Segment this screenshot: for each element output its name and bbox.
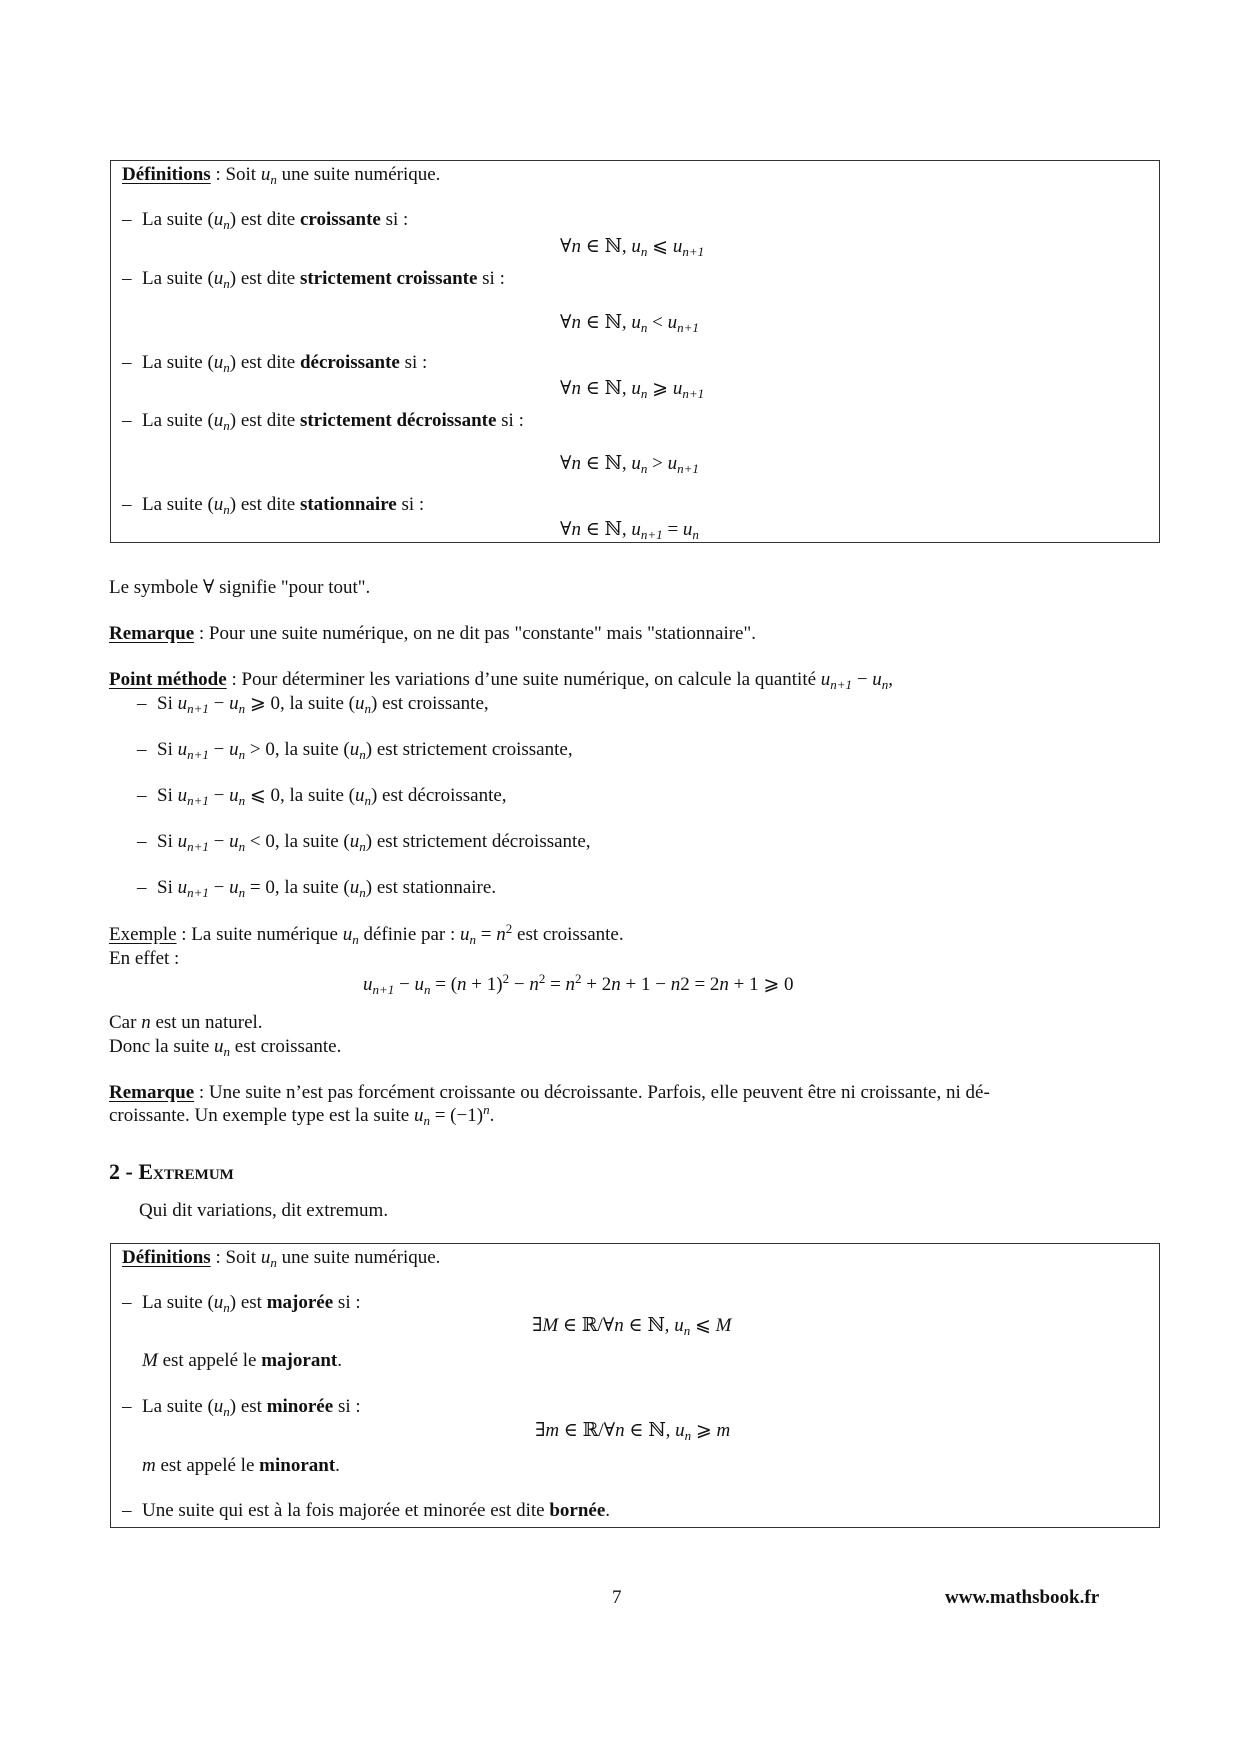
methode-item-5: – Si $u_{n+1} - u_n = 0$, la suite $(u_n)$ est stationnaire. [137, 877, 497, 900]
def1-item-strict-decroissante: – La suite $(u_n)$ est dite strictement décroissante si : [122, 410, 524, 433]
methode-item-2: – Si $u_{n+1} - u_n > 0$, la suite $(u_n)$ est strictement croissante, [137, 739, 573, 762]
methode-item-4: – Si $u_{n+1} - u_n < 0$, la suite $(u_n)$ est strictement décroissante, [137, 831, 591, 854]
formula-strict-decroissante: ∀n ∈ ℕ, $u_n > u_{n+1}$ [560, 453, 699, 476]
exemple-formula: $u_{n+1} - u_n = (n + 1)^2 - n^2 = n^2 + 2n + 1 - n2 = 2n + 1$ ⩾ 0 [363, 971, 794, 997]
formula-minoree: ∃m ∈ ℝ/∀n ∈ ℕ, $u_n$ ⩾ m [535, 1420, 731, 1443]
minorant-text: m est appelé le minorant. [142, 1455, 340, 1476]
def1-title: Définitions [122, 164, 211, 185]
def1-item-croissante: – La suite $(u_n)$ est dite croissante si : [122, 209, 409, 232]
section-heading: 2 - Extremum [109, 1159, 234, 1184]
donc-text: Donc la suite $u_n$ est croissante. [109, 1036, 342, 1059]
def2-item-minoree: – La suite $(u_n)$ est minorée si : [122, 1396, 361, 1419]
formula-stationnaire: ∀n ∈ ℕ, $u_{n+1} = u_n$ [560, 519, 699, 542]
section-intro: Qui dit variations, dit extremum. [139, 1200, 389, 1221]
methode-item-1: – Si $u_{n+1} - u_n$ ⩾ 0, la suite $(u_n)$ est croissante, [137, 693, 489, 716]
formula-croissante: ∀n ∈ ℕ, $u_n$ ⩽ $u_{n+1}$ [560, 236, 705, 259]
def2-item-bornee: – Une suite qui est à la fois majorée et minorée est dite bornée. [122, 1500, 610, 1521]
def1-intro: Définitions : Soit $u_n$ une suite numérique. [122, 164, 441, 187]
def2-intro: Définitions : Soit $u_n$ une suite numérique. [122, 1247, 441, 1270]
def1-item-strict-croissante: – La suite $(u_n)$ est dite strictement croissante si : [122, 268, 505, 291]
def1-item-decroissante: – La suite $(u_n)$ est dite décroissante si : [122, 352, 428, 375]
car-text: Car n est un naturel. [109, 1012, 263, 1033]
remarque-1-label: Remarque [109, 623, 195, 644]
symbole-text: Le symbole ∀ signifie "pour tout". [109, 577, 371, 598]
page-number: 7 [612, 1587, 622, 1608]
def2-title: Définitions [122, 1247, 211, 1268]
remarque-2-line2: croissante. Un exemple type est la suite $u_n = (-1)^n$. [109, 1102, 495, 1128]
definitions-box-extremum [110, 1243, 1160, 1528]
methode-item-3: – Si $u_{n+1} - u_n$ ⩽ 0, la suite $(u_n)$ est décroissante, [137, 785, 507, 808]
remarque-2-label: Remarque [109, 1082, 195, 1103]
def2-item-majoree: – La suite $(u_n)$ est majorée si : [122, 1292, 361, 1315]
def1-item-stationnaire: – La suite $(u_n)$ est dite stationnaire si : [122, 494, 425, 517]
point-methode-label: Point méthode [109, 669, 227, 690]
formula-decroissante: ∀n ∈ ℕ, $u_n$ ⩾ $u_{n+1}$ [560, 378, 705, 401]
exemple-label: Exemple [109, 924, 177, 945]
remarque-2-line1: Remarque : Une suite n’est pas forcément croissante ou décroissante. Parfois, elle peuvent être ni croissante, ni dé- [109, 1082, 990, 1103]
formula-strict-croissante: ∀n ∈ ℕ, $u_n < u_{n+1}$ [560, 312, 699, 335]
point-methode: Point méthode : Pour déterminer les variations d’une suite numérique, on calcule la quantité $u_{n+1} - u_n$, [109, 669, 894, 692]
en-effet: En effet : [109, 948, 180, 969]
majorant-text: M est appelé le majorant. [142, 1350, 342, 1371]
formula-majoree: ∃M ∈ ℝ/∀n ∈ ℕ, $u_n$ ⩽ M [532, 1315, 732, 1338]
remarque-1: Remarque : Pour une suite numérique, on ne dit pas "constante" mais "stationnaire". [109, 623, 756, 644]
exemple: Exemple : La suite numérique $u_n$ définie par : $u_n = n^2$ est croissante. [109, 921, 624, 947]
site-url[interactable]: www.mathsbook.fr [945, 1587, 1100, 1608]
